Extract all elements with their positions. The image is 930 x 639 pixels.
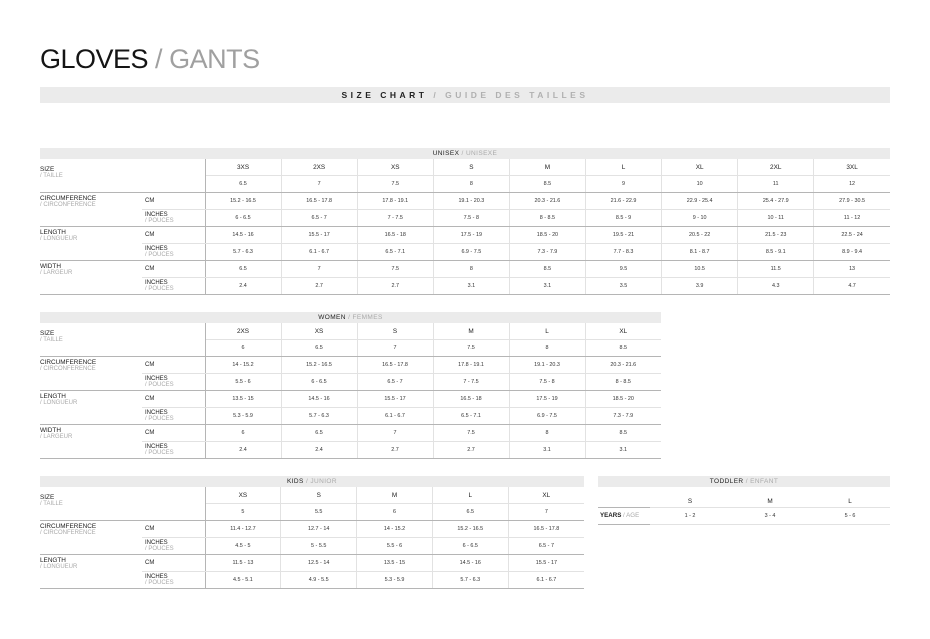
value-cell: 18.5 - 20 [585, 391, 661, 408]
unit-inches-label: INCHES [145, 279, 168, 286]
size-code-cell: 2XS [281, 159, 357, 176]
size-code-cell: L [509, 323, 585, 340]
value-cell: 6.5 - 7 [357, 374, 433, 391]
size-code-cell: XS [281, 323, 357, 340]
value-cell: 5.7 - 6.3 [432, 572, 508, 589]
value-cell: 8 [509, 425, 585, 442]
value-cell: 6.9 - 7.5 [509, 408, 585, 425]
value-cell: 7.5 [357, 261, 433, 278]
years-label-primary: YEARS [600, 512, 622, 519]
size-number-cell: 7 [281, 176, 357, 193]
measure-cm-row [40, 193, 890, 210]
measure-name: CIRCUMFERENCE [40, 359, 97, 366]
kids-header-separator: / [303, 478, 311, 485]
measure-cm-row [40, 357, 661, 374]
years-label-secondary: AGE [626, 512, 640, 519]
measure-label [40, 425, 142, 459]
women-header [40, 312, 661, 323]
unit-cm [142, 357, 205, 374]
unit-inches [142, 244, 205, 261]
value-cell: 8.5 - 9 [585, 210, 661, 227]
value-cell: 15.2 - 16.5 [205, 193, 281, 210]
unit-inches-label-fr: / POUCES [145, 546, 174, 552]
unit-inches-label: INCHES [145, 443, 168, 450]
measure-cm-row [40, 425, 661, 442]
value-cell: 21.6 - 22.9 [585, 193, 661, 210]
unit-inches [142, 538, 205, 555]
value-cell: 5.5 - 6 [205, 374, 281, 391]
measure-name: CIRCUMFERENCE [40, 523, 97, 530]
value-cell: 5.7 - 6.3 [205, 244, 281, 261]
value-cell: 4.5 - 5 [205, 538, 281, 555]
value-cell: 6.5 - 7 [281, 210, 357, 227]
value-cell: 3.9 [662, 278, 738, 295]
value-cell: 6.5 [281, 425, 357, 442]
measure-cm-row [40, 261, 890, 278]
unit-inches-label-fr: / POUCES [145, 218, 174, 224]
size-number-cell: 6.5 [432, 504, 508, 521]
value-cell: 4.9 - 5.5 [281, 572, 357, 589]
size-code-cell: 3XL [814, 159, 890, 176]
value-cell: 16.5 - 18 [357, 227, 433, 244]
value-cell: 13.5 - 15 [357, 555, 433, 572]
size-number-cell: 10 [662, 176, 738, 193]
value-cell: 11 - 12 [814, 210, 890, 227]
size-number-cell: 8 [509, 340, 585, 357]
size-code-cell: XL [508, 487, 584, 504]
value-cell: 8.5 - 9.1 [738, 244, 814, 261]
value-cell: 15.2 - 16.5 [281, 357, 357, 374]
value-cell: 8.9 - 9.4 [814, 244, 890, 261]
size-code-cell: L [432, 487, 508, 504]
unit-inches-label: INCHES [145, 409, 168, 416]
value-cell: 16.5 - 17.8 [508, 521, 584, 538]
unit-cm-label: CM [145, 265, 155, 272]
value-cell: 4.3 [738, 278, 814, 295]
measure-label [40, 261, 142, 295]
kids-header-primary: KIDS [286, 478, 304, 485]
women-table [40, 312, 661, 459]
measure-name: LENGTH [40, 557, 66, 564]
unit-inches-label: INCHES [145, 211, 168, 218]
size-code-cell: XL [662, 159, 738, 176]
value-cell: 5.5 - 6 [357, 538, 433, 555]
value-cell: 12.7 - 14 [281, 521, 357, 538]
value-cell: 27.9 - 30.5 [814, 193, 890, 210]
value-cell: 6.5 - 7 [508, 538, 584, 555]
size-code-cell: M [767, 497, 773, 505]
value-cell: 2.7 [281, 278, 357, 295]
unisex-size-label [40, 159, 142, 193]
unit-cm [142, 193, 205, 210]
value-cell: 7.3 - 7.9 [585, 408, 661, 425]
value-cell: 11.5 [738, 261, 814, 278]
size-code-cell: XL [585, 323, 661, 340]
value-cell: 7 [281, 261, 357, 278]
women-grid [40, 323, 661, 459]
spacer-cell [142, 159, 205, 193]
women-header-separator: / [345, 314, 353, 321]
value-cell: 14.5 - 16 [205, 227, 281, 244]
value-cell: 13.5 - 15 [205, 391, 281, 408]
measure-name-fr: / LARGEUR [40, 270, 73, 277]
size-number-cell: 11 [738, 176, 814, 193]
value-cell: 14.5 - 16 [281, 391, 357, 408]
kids-grid [40, 487, 584, 589]
value-cell: 9.5 [585, 261, 661, 278]
unisex-header-secondary: UNISEXE [465, 150, 498, 157]
value-cell: 12.5 - 14 [281, 555, 357, 572]
value-cell: 22.9 - 25.4 [662, 193, 738, 210]
value-cell: 5.7 - 6.3 [281, 408, 357, 425]
size-label-fr: / TAILLE [40, 501, 63, 508]
value-cell: 22.5 - 24 [814, 227, 890, 244]
value-cell: 15.5 - 17 [508, 555, 584, 572]
unit-inches [142, 278, 205, 295]
spacer-cell [598, 487, 650, 507]
value-cell: 6 - 6.5 [281, 374, 357, 391]
value-cell: 2.7 [357, 278, 433, 295]
unisex-table [40, 148, 890, 295]
size-code-cell: S [687, 497, 693, 505]
unit-inches-label-fr: / POUCES [145, 416, 174, 422]
unit-cm [142, 555, 205, 572]
measure-cm-row [40, 555, 584, 572]
value-cell: 19.1 - 20.3 [433, 193, 509, 210]
years-label-separator: / [621, 512, 627, 519]
value-cell: 8.5 [509, 261, 585, 278]
unit-inches [142, 408, 205, 425]
size-code-cell: 2XL [738, 159, 814, 176]
value-cell: 15.5 - 17 [357, 391, 433, 408]
measure-cm-row [40, 227, 890, 244]
subtitle-secondary: GUIDE DES TAILLES [445, 90, 589, 100]
measure-cm-row [40, 521, 584, 538]
unit-cm-label: CM [145, 559, 155, 566]
title-separator: / [148, 44, 170, 74]
value-cell: 6 - 6.5 [432, 538, 508, 555]
unisex-size-row [40, 159, 890, 176]
value-cell: 20.5 - 22 [662, 227, 738, 244]
value-cell: 7.3 - 7.9 [509, 244, 585, 261]
unit-cm [142, 425, 205, 442]
page-title [40, 44, 260, 75]
value-cell: 25.4 - 27.9 [738, 193, 814, 210]
unit-inches-label: INCHES [145, 539, 168, 546]
measure-name-fr: / LONGUEUR [40, 236, 78, 243]
value-cell: 7.5 - 8 [509, 374, 585, 391]
value-cell: 5.3 - 5.9 [205, 408, 281, 425]
value-cell: 7 - 7.5 [433, 374, 509, 391]
value-cell: 20.3 - 21.6 [585, 357, 661, 374]
years-label [598, 507, 650, 524]
value-cell: 6.1 - 6.7 [281, 244, 357, 261]
measure-inches-row [40, 278, 890, 295]
size-number-cell: 7.5 [357, 176, 433, 193]
measure-name: CIRCUMFERENCE [40, 195, 97, 202]
women-header-primary: WOMEN [318, 314, 346, 321]
unit-cm-label: CM [145, 429, 155, 436]
value-cell: 6.5 [205, 261, 281, 278]
years-value-cell: 3 - 4 [730, 507, 810, 524]
size-number-cell: 8.5 [585, 340, 661, 357]
women-header-secondary: FEMMES [352, 314, 383, 321]
kids-size-label [40, 487, 142, 521]
unit-cm-label: CM [145, 395, 155, 402]
value-cell: 3.1 [585, 442, 661, 459]
unit-cm [142, 227, 205, 244]
measure-label [40, 357, 142, 391]
years-value-cell: 1 - 2 [650, 507, 730, 524]
size-number-cell: 5.5 [281, 504, 357, 521]
value-cell: 5 - 5.5 [281, 538, 357, 555]
value-cell: 7.5 - 8 [433, 210, 509, 227]
value-cell: 10.5 [662, 261, 738, 278]
value-cell: 15.5 - 17 [281, 227, 357, 244]
value-cell: 2.7 [357, 442, 433, 459]
years-value-cell: 5 - 6 [810, 507, 890, 524]
value-cell: 17.8 - 19.1 [433, 357, 509, 374]
measure-name-fr: / CIRCONFERENCE [40, 366, 96, 373]
unit-inches [142, 442, 205, 459]
women-size-label [40, 323, 142, 357]
value-cell: 9 - 10 [662, 210, 738, 227]
value-cell: 15.2 - 16.5 [432, 521, 508, 538]
measure-name: LENGTH [40, 393, 66, 400]
size-number-cell: 6 [205, 340, 281, 357]
measure-name-fr: / LONGUEUR [40, 400, 78, 407]
value-cell: 2.7 [433, 442, 509, 459]
value-cell: 6.5 - 7.1 [357, 244, 433, 261]
value-cell: 10 - 11 [738, 210, 814, 227]
unit-inches [142, 572, 205, 589]
unit-cm [142, 261, 205, 278]
title-secondary: GANTS [169, 44, 260, 74]
unit-inches-label-fr: / POUCES [145, 252, 174, 258]
size-label: SIZE [40, 330, 55, 337]
toddler-header-separator: / [743, 478, 751, 485]
measure-cm-row [40, 391, 661, 408]
toddler-size-row [598, 487, 890, 507]
size-code-cell: XS [205, 487, 281, 504]
unit-cm-label: CM [145, 525, 155, 532]
measure-label [40, 521, 142, 555]
value-cell: 14 - 15.2 [357, 521, 433, 538]
size-code-cell: S [357, 323, 433, 340]
measure-name: LENGTH [40, 229, 66, 236]
value-cell: 17.5 - 19 [433, 227, 509, 244]
value-cell: 21.5 - 23 [738, 227, 814, 244]
measure-name-fr: / CIRCONFERENCE [40, 530, 96, 537]
value-cell: 17.8 - 19.1 [357, 193, 433, 210]
toddler-years-row [598, 507, 890, 524]
value-cell: 14.5 - 16 [432, 555, 508, 572]
size-number-cell: 7 [508, 504, 584, 521]
value-cell: 3.1 [509, 442, 585, 459]
value-cell: 20.3 - 21.6 [509, 193, 585, 210]
subtitle-primary: SIZE CHART [341, 90, 428, 100]
size-code-cell: 3XS [205, 159, 281, 176]
value-cell: 8 [433, 261, 509, 278]
size-number-cell: 6.5 [281, 340, 357, 357]
measure-name-fr: / LARGEUR [40, 434, 73, 441]
value-cell: 13 [814, 261, 890, 278]
size-code-cell: S [433, 159, 509, 176]
unit-cm [142, 521, 205, 538]
unit-inches-label-fr: / POUCES [145, 580, 174, 586]
size-number-cell: 12 [814, 176, 890, 193]
size-number-cell: 9 [585, 176, 661, 193]
measure-label [40, 193, 142, 227]
unit-inches-label: INCHES [145, 245, 168, 252]
size-number-cell: 7 [357, 340, 433, 357]
value-cell: 7 - 7.5 [357, 210, 433, 227]
unisex-header [40, 148, 890, 159]
measure-label [40, 391, 142, 425]
unisex-header-primary: UNISEX [432, 150, 460, 157]
spacer-cell [142, 323, 205, 357]
size-number-cell: 8.5 [509, 176, 585, 193]
women-size-row [40, 323, 661, 340]
value-cell: 16.5 - 17.8 [357, 357, 433, 374]
spacer-cell [142, 487, 205, 521]
value-cell: 8.1 - 8.7 [662, 244, 738, 261]
toddler-table [598, 476, 890, 525]
size-code-cell: L [585, 159, 661, 176]
size-code-cell: S [281, 487, 357, 504]
unit-inches-label: INCHES [145, 375, 168, 382]
value-cell: 4.5 - 5.1 [205, 572, 281, 589]
value-cell: 8.5 [585, 425, 661, 442]
size-number-cell: 8 [433, 176, 509, 193]
size-code-cell: 2XS [205, 323, 281, 340]
value-cell: 6.9 - 7.5 [433, 244, 509, 261]
value-cell: 7.5 [433, 425, 509, 442]
value-cell: 6 - 6.5 [205, 210, 281, 227]
subtitle-band [40, 87, 890, 103]
measure-inches-row [40, 210, 890, 227]
unit-inches [142, 374, 205, 391]
value-cell: 16.5 - 17.8 [281, 193, 357, 210]
value-cell: 2.4 [205, 442, 281, 459]
value-cell: 17.5 - 19 [509, 391, 585, 408]
toddler-header-secondary: ENFANT [750, 478, 779, 485]
size-label-fr: / TAILLE [40, 173, 63, 180]
size-number-cell: 7.5 [433, 340, 509, 357]
toddler-header [598, 476, 890, 487]
size-number-cell: 6 [357, 504, 433, 521]
unit-inches-label-fr: / POUCES [145, 450, 174, 456]
value-cell: 8 - 8.5 [585, 374, 661, 391]
value-cell: 6.5 - 7.1 [433, 408, 509, 425]
unit-inches-label-fr: / POUCES [145, 382, 174, 388]
value-cell: 6.1 - 6.7 [357, 408, 433, 425]
size-label-fr: / TAILLE [40, 337, 63, 344]
value-cell: 11.4 - 12.7 [205, 521, 281, 538]
measure-name-fr: / CIRCONFERENCE [40, 202, 96, 209]
value-cell: 3.5 [585, 278, 661, 295]
value-cell: 7.7 - 8.3 [585, 244, 661, 261]
kids-size-row [40, 487, 584, 504]
unit-cm [142, 391, 205, 408]
unit-cm-label: CM [145, 361, 155, 368]
value-cell: 11.5 - 13 [205, 555, 281, 572]
value-cell: 3.1 [509, 278, 585, 295]
size-code-cell: M [509, 159, 585, 176]
measure-label [40, 227, 142, 261]
size-number-cell: 6.5 [205, 176, 281, 193]
toddler-header-primary: TODDLER [709, 478, 744, 485]
unit-cm-label: CM [145, 231, 155, 238]
size-code-cell: XS [357, 159, 433, 176]
value-cell: 4.7 [814, 278, 890, 295]
size-code-cell: M [357, 487, 433, 504]
value-cell: 8 - 8.5 [509, 210, 585, 227]
value-cell: 14 - 15.2 [205, 357, 281, 374]
value-cell: 2.4 [205, 278, 281, 295]
kids-header [40, 476, 584, 487]
size-number-cell: 5 [205, 504, 281, 521]
kids-header-secondary: JUNIOR [310, 478, 337, 485]
value-cell: 6 [205, 425, 281, 442]
unisex-header-separator: / [459, 150, 466, 157]
measure-inches-row [40, 244, 890, 261]
unit-inches-label-fr: / POUCES [145, 286, 174, 292]
unit-inches [142, 210, 205, 227]
measure-name: WIDTH [40, 263, 61, 270]
kids-table [40, 476, 584, 589]
size-code-cell: L [848, 497, 852, 505]
unit-cm-label: CM [145, 197, 155, 204]
unit-inches-label: INCHES [145, 573, 168, 580]
size-label: SIZE [40, 494, 55, 501]
value-cell: 2.4 [281, 442, 357, 459]
value-cell: 19.5 - 21 [585, 227, 661, 244]
subtitle-separator: / [427, 90, 446, 100]
value-cell: 16.5 - 18 [433, 391, 509, 408]
value-cell: 3.1 [433, 278, 509, 295]
measure-name-fr: / LONGUEUR [40, 564, 78, 571]
value-cell: 18.5 - 20 [509, 227, 585, 244]
size-label: SIZE [40, 166, 55, 173]
toddler-grid [598, 487, 890, 525]
title-primary: GLOVES [40, 44, 149, 74]
value-cell: 7 [357, 425, 433, 442]
value-cell: 19.1 - 20.3 [509, 357, 585, 374]
measure-name: WIDTH [40, 427, 61, 434]
measure-label [40, 555, 142, 589]
value-cell: 5.3 - 5.9 [357, 572, 433, 589]
value-cell: 6.1 - 6.7 [508, 572, 584, 589]
unisex-grid [40, 159, 890, 295]
size-code-cell: M [433, 323, 509, 340]
